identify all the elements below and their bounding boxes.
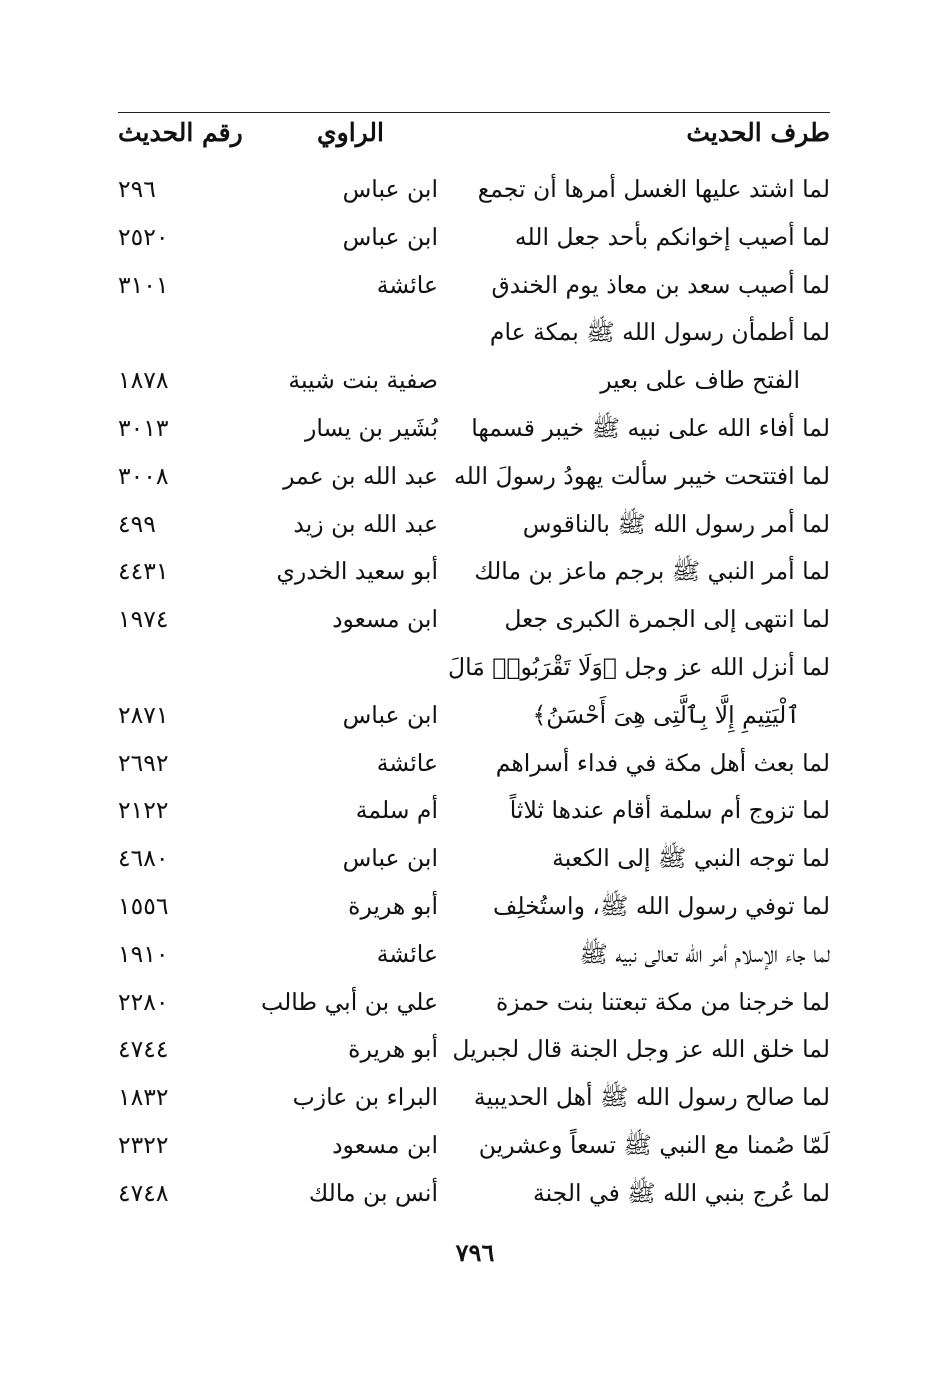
hadith-text: لما جاء الإسلام أمر الله تعالى نبيه ﷺ <box>579 939 830 968</box>
narrator: البراء بن عازب <box>292 1083 438 1112</box>
hadith-text: لما خرجنا من مكة تبعتنا بنت حمزة <box>495 987 830 1016</box>
hadith-number: ٢٥٢٠ <box>118 222 169 251</box>
index-row <box>118 1170 830 1218</box>
page-number: ٧٩٦ <box>455 1238 495 1267</box>
narrator: عائشة <box>376 939 438 968</box>
hadith-number: ٤٩٩ <box>118 509 156 538</box>
index-row <box>118 692 830 740</box>
hadith-text: لما تزوج أم سلمة أقام عندها ثلاثاً <box>509 796 830 825</box>
hadith-text: لما أمر النبي ﷺ برجم ماعز بن مالك <box>474 557 830 586</box>
index-row <box>118 453 830 501</box>
index-row <box>118 548 830 596</box>
narrator: عائشة <box>376 748 438 777</box>
index-row <box>118 262 830 310</box>
hadith-text: لما اشتد عليها الغسل أمرها أن تجمع <box>477 175 830 203</box>
index-row <box>118 1122 830 1170</box>
narrator: أبو هريرة <box>348 891 438 920</box>
index-row <box>118 596 830 644</box>
hadith-number: ١٨٧٨ <box>118 366 169 395</box>
hadith-text: لما خلق الله عز وجل الجنة قال لجبريل <box>452 1035 830 1064</box>
hadith-number: ٤٦٨٠ <box>118 844 169 873</box>
hadith-number: ٤٧٤٨ <box>118 1178 169 1207</box>
hadith-number: ٢٩٦ <box>118 175 156 203</box>
header-rule <box>118 112 830 113</box>
hadith-text: لما أصيب سعد بن معاذ يوم الخندق <box>491 270 830 299</box>
hadith-number: ٢٣٢٢ <box>118 1130 169 1159</box>
hadith-text: لما أطمأن رسول الله ﷺ بمكة عام <box>489 318 830 347</box>
index-row <box>118 309 830 357</box>
index-row <box>118 1074 830 1122</box>
narrator: ابن عباس <box>342 175 438 203</box>
narrator: ابن عباس <box>342 222 438 251</box>
index-row <box>118 1026 830 1074</box>
hadith-text: لما بعث أهل مكة في فداء أسراهم <box>495 748 830 777</box>
index-row <box>118 644 830 692</box>
hadith-text: لما انتهى إلى الجمرة الكبرى جعل <box>504 605 830 634</box>
hadith-text: الفتح طاف على بعير <box>600 366 800 395</box>
hadith-number: ٤٤٣١ <box>118 557 169 586</box>
index-row <box>118 740 830 788</box>
hadith-number: ٢١٢٢ <box>118 796 169 825</box>
narrator: أبو سعيد الخدري <box>276 557 438 586</box>
hadith-text: لما توجه النبي ﷺ إلى الكعبة <box>552 844 830 873</box>
narrator: أنس بن مالك <box>308 1178 438 1207</box>
hadith-number: ١٩١٠ <box>118 939 169 968</box>
hadith-number: ٢٢٨٠ <box>118 987 169 1016</box>
narrator: ابن عباس <box>342 844 438 873</box>
hadith-number: ١٩٧٤ <box>118 605 169 634</box>
hadith-text: لَمّا صُمنا مع النبي ﷺ تسعاً وعشرين <box>478 1130 830 1159</box>
index-row <box>118 979 830 1027</box>
header-narrator: الراوي <box>317 118 384 147</box>
hadith-number: ١٥٥٦ <box>118 891 169 920</box>
narrator: علي بن أبي طالب <box>261 987 438 1016</box>
hadith-number: ٢٦٩٢ <box>118 748 169 777</box>
hadith-text: لما أفاء الله على نبيه ﷺ خيبر قسمها <box>471 413 830 442</box>
hadith-number: ٤٧٤٤ <box>118 1035 169 1064</box>
hadith-text: لما عُرج بنبي الله ﷺ في الجنة <box>532 1178 830 1207</box>
hadith-text: لما أمر رسول الله ﷺ بالناقوس <box>522 509 830 538</box>
hadith-text: لما توفي رسول الله ﷺ، واستُخلِف <box>493 891 830 920</box>
header-hadith-text: طرف الحديث <box>686 118 830 147</box>
index-row <box>118 835 830 883</box>
index-row <box>118 166 830 214</box>
index-row <box>118 501 830 549</box>
index-row <box>118 931 830 979</box>
hadith-text: لما أصيب إخوانكم بأحد جعل الله <box>514 222 830 251</box>
hadith-number: ٣٠٠٨ <box>118 461 169 490</box>
hadith-number: ٣١٠١ <box>118 270 169 299</box>
hadith-text: لما افتتحت خيبر سألت يهودُ رسولَ الله <box>454 461 830 490</box>
narrator: عبد الله بن عمر <box>283 461 438 490</box>
hadith-index-list <box>118 166 830 1218</box>
header-hadith-number: رقم الحديث <box>118 118 243 147</box>
narrator: ابن مسعود <box>332 1130 438 1159</box>
hadith-text: لما صالح رسول الله ﷺ أهل الحديبية <box>473 1083 830 1112</box>
narrator: عبد الله بن زيد <box>293 509 438 538</box>
index-row <box>118 357 830 405</box>
hadith-number: ٢٨٧١ <box>118 700 169 729</box>
table-header <box>118 118 830 164</box>
narrator: ابن مسعود <box>332 605 438 634</box>
narrator: بُشَير بن يسار <box>305 413 438 442</box>
narrator: صفية بنت شيبة <box>288 366 438 395</box>
index-row <box>118 214 830 262</box>
hadith-number: ١٨٣٢ <box>118 1083 169 1112</box>
index-row <box>118 787 830 835</box>
narrator: أبو هريرة <box>348 1035 438 1064</box>
index-row <box>118 883 830 931</box>
narrator: عائشة <box>376 270 438 299</box>
narrator: ابن عباس <box>342 700 438 729</box>
narrator: أم سلمة <box>355 796 438 825</box>
hadith-text: لما أنزل الله عز وجل ﴿وَلَا تَقْرَبُوا۟ مَالَ <box>448 652 830 681</box>
hadith-number: ٣٠١٣ <box>118 413 169 442</box>
hadith-text: ٱلْيَتِيمِ إِلَّا بِٱلَّتِى هِىَ أَحْسَنُ﴾ <box>532 700 800 729</box>
index-row <box>118 405 830 453</box>
